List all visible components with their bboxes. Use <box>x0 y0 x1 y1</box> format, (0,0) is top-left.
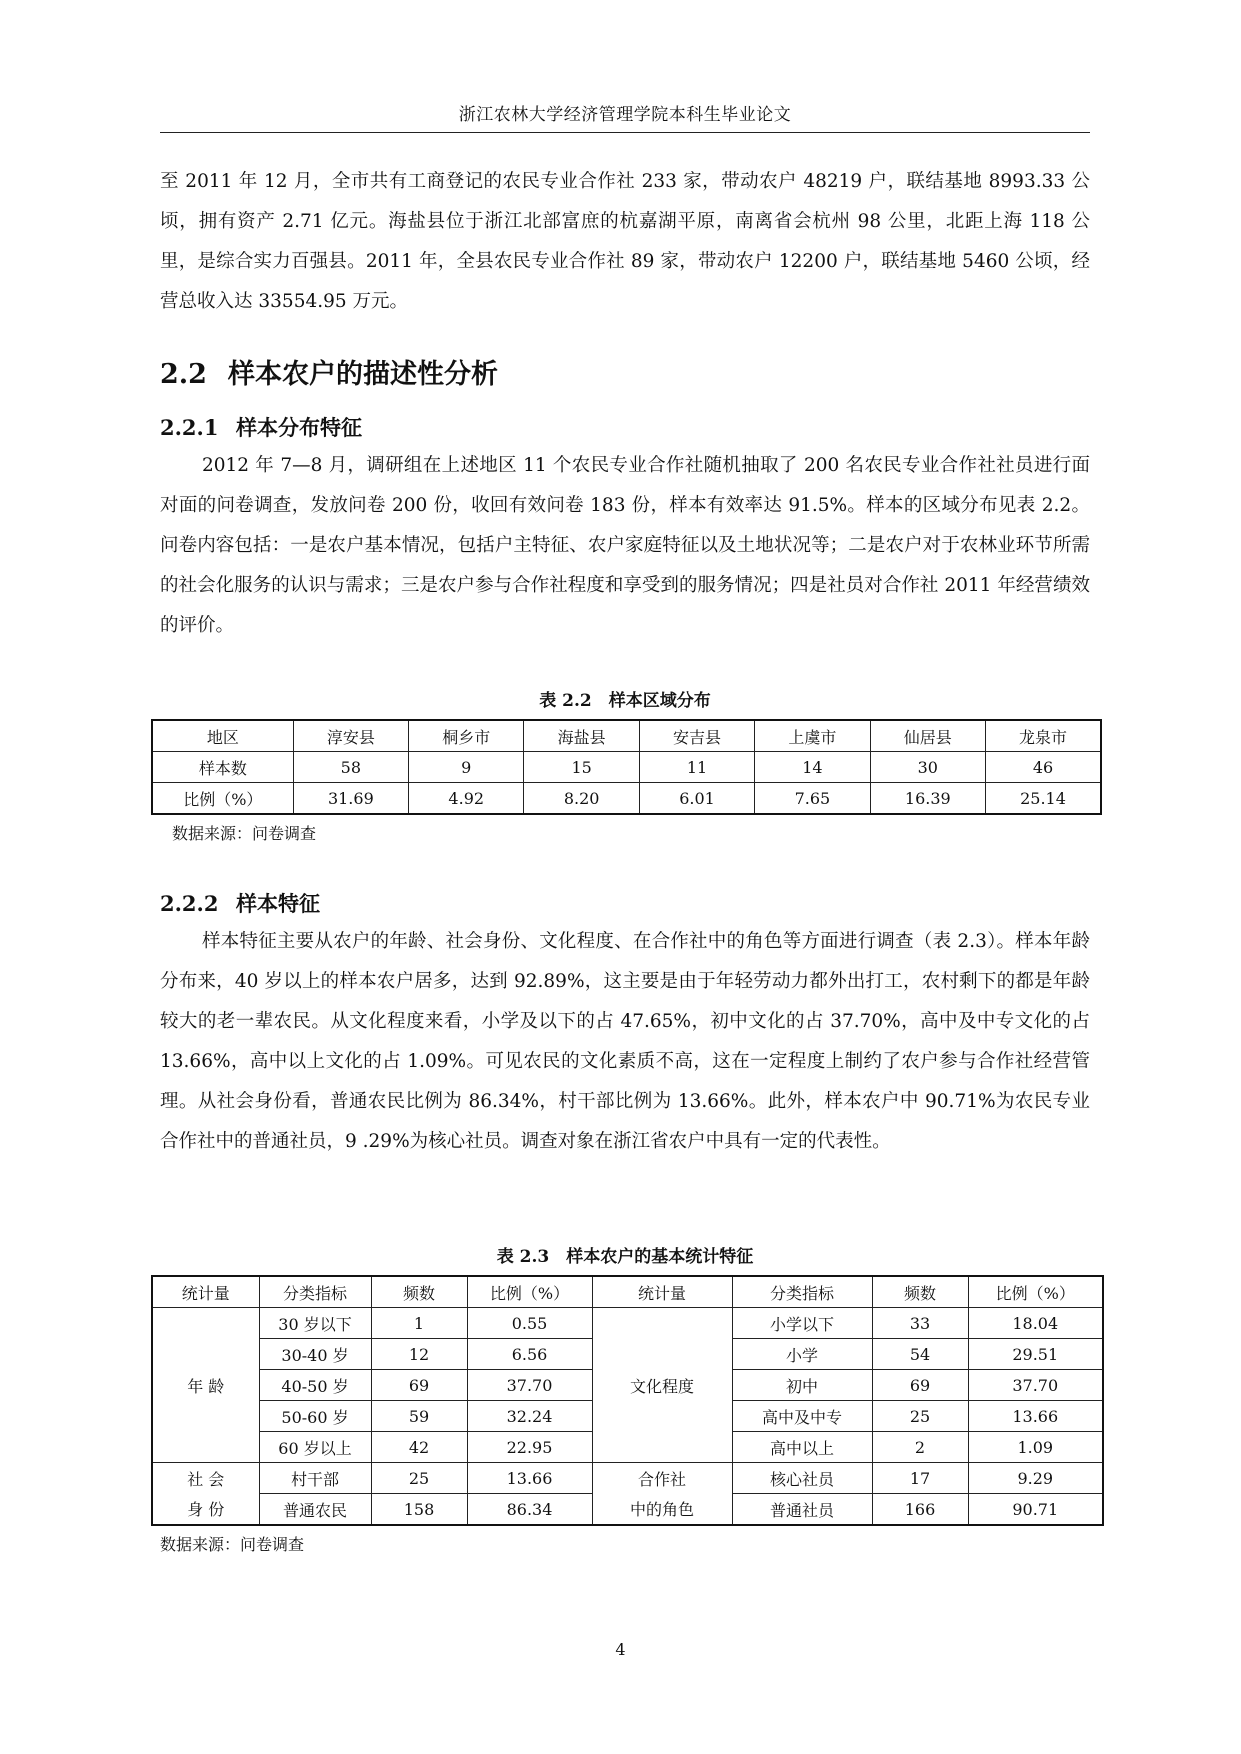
table-cell: 安吉县 <box>639 720 754 752</box>
table-cell: 12 <box>371 1339 467 1370</box>
table-cell: 25.14 <box>986 783 1102 815</box>
table-cell: 16.39 <box>870 783 985 815</box>
table-row <box>152 720 1101 752</box>
table-cell: 高中及中专 <box>732 1401 872 1432</box>
table-cell: 166 <box>872 1494 968 1526</box>
subsection-heading-2 <box>160 888 320 918</box>
page-header: 浙江农林大学经济管理学院本科生毕业论文 <box>458 105 792 125</box>
table-cell: 25 <box>371 1463 467 1494</box>
table-cell: 4.92 <box>409 783 524 815</box>
header-rule <box>160 132 1090 133</box>
table-cell: 54 <box>872 1339 968 1370</box>
table-source: 数据来源：问卷调查 <box>160 1535 305 1554</box>
table-cell: 0.55 <box>467 1308 592 1339</box>
table-cell: 13.66 <box>968 1401 1103 1432</box>
table-cell: 上虞市 <box>755 720 870 752</box>
table-cell: 初中 <box>732 1370 872 1401</box>
table-row <box>152 783 1101 815</box>
group-label: 文化程度 <box>592 1308 732 1463</box>
table-cell: 13.66 <box>467 1463 592 1494</box>
table-cell: 30 岁以下 <box>259 1308 371 1339</box>
table-cell: 32.24 <box>467 1401 592 1432</box>
table-cell: 2 <box>872 1432 968 1463</box>
table-cell: 18.04 <box>968 1308 1103 1339</box>
table-cell: 11 <box>639 752 754 783</box>
subsection-title: 样本特征 <box>236 891 320 916</box>
table-cell: 31.69 <box>293 783 408 815</box>
table-cell: 小学以下 <box>732 1308 872 1339</box>
table-cell: 村干部 <box>259 1463 371 1494</box>
table-cell: 29.51 <box>968 1339 1103 1370</box>
group-label: 身 份 <box>152 1494 259 1526</box>
table-caption: 表 2.2 样本区域分布 <box>539 691 711 711</box>
table-cell: 高中以上 <box>732 1432 872 1463</box>
row-label: 比例（%） <box>152 783 293 815</box>
table-cell: 15 <box>524 752 639 783</box>
page-number: 4 <box>615 1640 626 1659</box>
row-label: 地区 <box>152 720 293 752</box>
body-paragraph: 2012 年 7—8 月，调研组在上述地区 11 个农民专业合作社随机抽取了 200 名农民专业合作社社员进行面对面的问卷调查，发放问卷 200 份，收回有效问卷 183 份，样本有效率达 91.5%。样本的区域分布见表 2.2。问卷内容包括：一是农户基本情况，包括户主特征、农户家庭特征以及土地状况等；二是农户对于农林业环节所需的社会化服务的认识与需求；三是农户参与合作社程度和享受到的服务情况；四是社员对合作社 2011 年经营绩效的评价。 <box>160 455 1090 636</box>
table-cell: 90.71 <box>968 1494 1103 1526</box>
table-cell: 6.01 <box>639 783 754 815</box>
group-label: 中的角色 <box>592 1494 732 1526</box>
table-cell: 普通社员 <box>732 1494 872 1526</box>
table-cell: 40-50 岁 <box>259 1370 371 1401</box>
table-cell: 69 <box>872 1370 968 1401</box>
table-cell: 30-40 岁 <box>259 1339 371 1370</box>
column-header: 统计量 <box>152 1276 259 1308</box>
table-cell: 1.09 <box>968 1432 1103 1463</box>
group-label: 年 龄 <box>152 1308 259 1463</box>
subsection-number: 2.2.1 <box>160 415 219 440</box>
table-cell: 58 <box>293 752 408 783</box>
section-title: 样本农户的描述性分析 <box>228 359 498 390</box>
table-cell: 淳安县 <box>293 720 408 752</box>
table-cell: 1 <box>371 1308 467 1339</box>
column-header: 频数 <box>872 1276 968 1308</box>
table-cell: 22.95 <box>467 1432 592 1463</box>
column-header: 分类指标 <box>732 1276 872 1308</box>
section-number: 2.2 <box>160 359 207 390</box>
table-cell: 25 <box>872 1401 968 1432</box>
body-paragraph: 样本特征主要从农户的年龄、社会身份、文化程度、在合作社中的角色等方面进行调查（表 2.3）。样本年龄分布来，40 岁以上的样本农户居多，达到 92.89%，这主要是由于年轻劳动力都外出打工，农村剩下的都是年龄较大的老一辈农民。从文化程度来看，小学及以下的占 47.65%，初中文化的占 37.70%，高中及中专文化的占 13.66%，高中以上文化的占 1.09%。可见农民的文化素质不高，这在一定程度上制约了农户参与合作社经营管理。从社会身份看，普通农民比例为 86.34%，村干部比例为 13.66%。此外，样本农户中 90.71%为农民专业合作社中的普通社员，9 .29%为核心社员。调查对象在浙江省农户中具有一定的代表性。 <box>160 931 1090 1152</box>
table-cell: 9.29 <box>968 1463 1103 1494</box>
table-cell: 8.20 <box>524 783 639 815</box>
column-header: 比例（%） <box>968 1276 1103 1308</box>
table-cell: 6.56 <box>467 1339 592 1370</box>
table-header-row <box>152 1276 1103 1308</box>
table-row <box>152 1463 1103 1494</box>
table-cell: 158 <box>371 1494 467 1526</box>
table-cell: 核心社员 <box>732 1463 872 1494</box>
table-cell: 海盐县 <box>524 720 639 752</box>
table-row <box>152 752 1101 783</box>
table-cell: 仙居县 <box>870 720 985 752</box>
table-cell: 59 <box>371 1401 467 1432</box>
section-heading <box>160 352 498 391</box>
table-cell: 小学 <box>732 1339 872 1370</box>
statistics-table <box>151 1275 1104 1526</box>
table-cell: 7.65 <box>755 783 870 815</box>
column-header: 比例（%） <box>467 1276 592 1308</box>
subsection-title: 样本分布特征 <box>236 415 362 440</box>
table-source: 数据来源：问卷调查 <box>172 824 317 843</box>
table-cell: 30 <box>870 752 985 783</box>
table-cell: 龙泉市 <box>986 720 1102 752</box>
row-label: 样本数 <box>152 752 293 783</box>
table-cell: 46 <box>986 752 1102 783</box>
column-header: 统计量 <box>592 1276 732 1308</box>
table-row <box>152 1308 1103 1339</box>
table-cell: 86.34 <box>467 1494 592 1526</box>
table-cell: 37.70 <box>467 1370 592 1401</box>
column-header: 频数 <box>371 1276 467 1308</box>
table-cell: 14 <box>755 752 870 783</box>
table-cell: 17 <box>872 1463 968 1494</box>
table-cell: 37.70 <box>968 1370 1103 1401</box>
group-label: 社 会 <box>152 1463 259 1494</box>
subsection-number: 2.2.2 <box>160 891 219 916</box>
table-cell: 桐乡市 <box>409 720 524 752</box>
table-cell: 42 <box>371 1432 467 1463</box>
region-table <box>151 719 1102 815</box>
table-cell: 60 岁以上 <box>259 1432 371 1463</box>
table-caption: 表 2.3 样本农户的基本统计特征 <box>496 1247 754 1267</box>
table-cell: 69 <box>371 1370 467 1401</box>
group-label: 合作社 <box>592 1463 732 1494</box>
table-cell: 50-60 岁 <box>259 1401 371 1432</box>
subsection-heading-1 <box>160 412 362 442</box>
table-cell: 33 <box>872 1308 968 1339</box>
table-row <box>152 1494 1103 1526</box>
table-cell: 9 <box>409 752 524 783</box>
intro-paragraph: 至 2011 年 12 月，全市共有工商登记的农民专业合作社 233 家，带动农户 48219 户，联结基地 8993.33 公顷，拥有资产 2.71 亿元。海盐县位于浙江北部富庶的杭嘉湖平原，南离省会杭州 98 公里，北距上海 118 公里，是综合实力百强县。2011 年，全县农民专业合作社 89 家，带动农户 12200 户，联结基地 5460 公顷，经营总收入达 33554.95 万元。 <box>160 171 1090 312</box>
table-cell: 普通农民 <box>259 1494 371 1526</box>
column-header: 分类指标 <box>259 1276 371 1308</box>
